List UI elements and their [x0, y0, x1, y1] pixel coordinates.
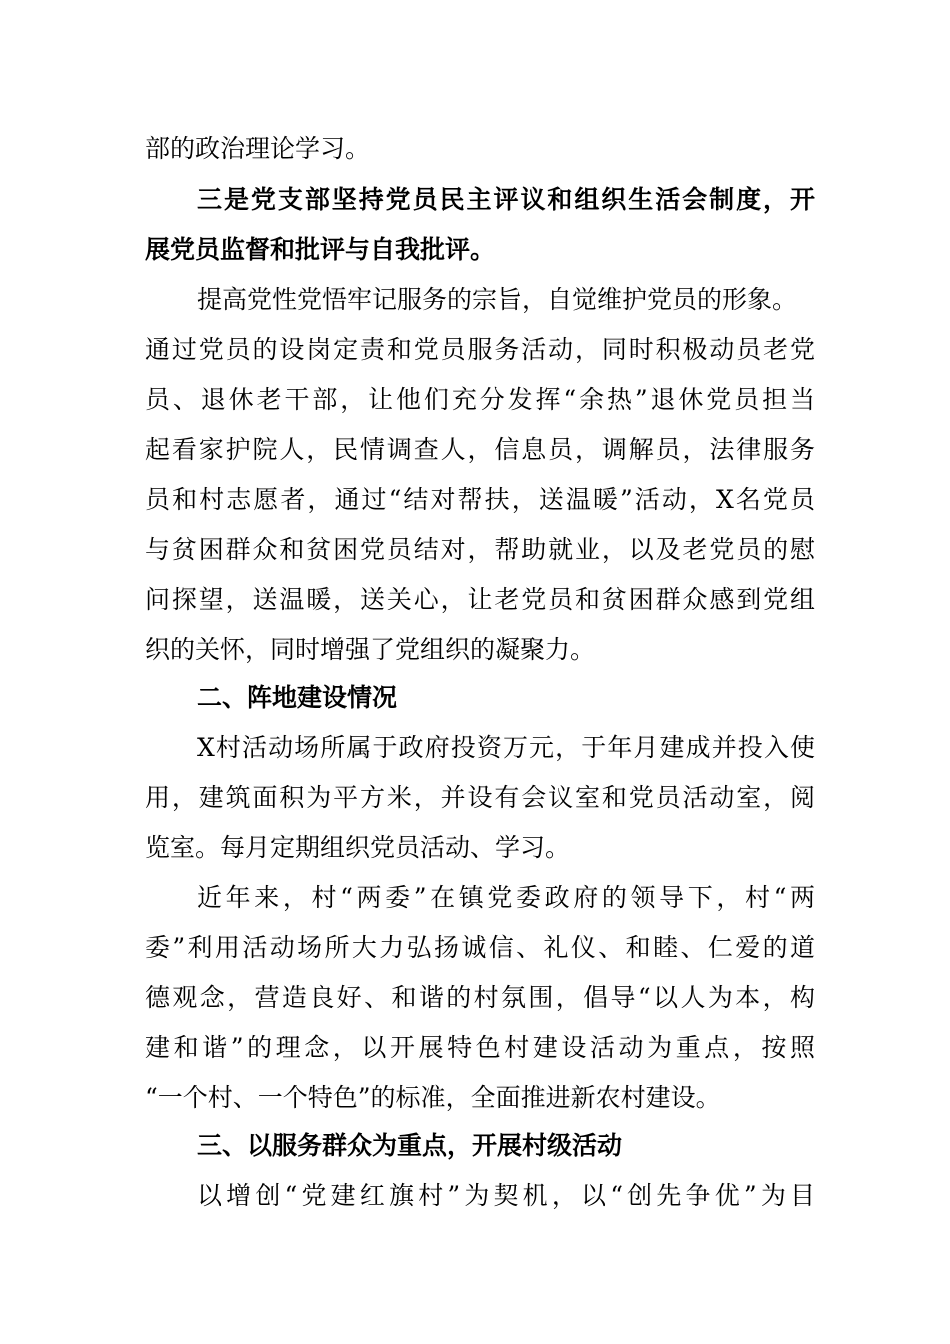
paragraph-line: 织的关怀，同时增强了党组织的凝聚力。 — [145, 635, 596, 664]
paragraph-line: 起看家护院人，民情调查人，信息员，调解员，法律服务 — [145, 435, 815, 464]
bold-paragraph-line: 三是党支部坚持党员民主评议和组织生活会制度，开 — [197, 185, 815, 214]
paragraph-line: 近年来，村“两委”在镇党委政府的领导下，村“两 — [197, 883, 815, 912]
paragraph-line: 提高党性党悟牢记服务的宗旨，自觉维护党员的形象。 — [197, 285, 798, 314]
paragraph-line: “一个村、一个特色”的标准，全面推进新农村建设。 — [145, 1083, 721, 1112]
paragraph-line: 与贫困群众和贫困党员结对，帮助就业，以及老党员的慰 — [145, 535, 815, 564]
paragraph-line: 以增创“党建红旗村”为契机，以“创先争优”为目 — [197, 1181, 815, 1210]
section-heading: 三、以服务群众为重点，开展村级活动 — [197, 1131, 623, 1160]
paragraph-line: 员、退休老干部，让他们充分发挥“余热”退休党员担当 — [145, 385, 815, 414]
paragraph-line: 用，建筑面积为平方米，并设有会议室和党员活动室，阅 — [145, 783, 815, 812]
paragraph-line: 委”利用活动场所大力弘扬诚信、礼仪、和睦、仁爱的道 — [145, 933, 815, 962]
bold-paragraph-line: 展党员监督和批评与自我批评。 — [145, 235, 496, 264]
paragraph-line: 部的政治理论学习。 — [145, 134, 371, 163]
paragraph-line: 览室。每月定期组织党员活动、学习。 — [145, 833, 571, 862]
paragraph-line: X村活动场所属于政府投资万元，于年月建成并投入使 — [197, 733, 815, 762]
paragraph-line: 德观念，营造良好、和谐的村氛围，倡导“以人为本，构 — [145, 983, 815, 1012]
paragraph-line: 通过党员的设岗定责和党员服务活动，同时积极动员老党 — [145, 335, 815, 364]
section-heading: 二、阵地建设情况 — [197, 683, 398, 712]
paragraph-line: 建和谐”的理念，以开展特色村建设活动为重点，按照 — [145, 1033, 815, 1062]
paragraph-line: 问探望，送温暖，送关心，让老党员和贫困群众感到党组 — [145, 585, 815, 614]
paragraph-line: 员和村志愿者，通过“结对帮扶，送温暖”活动，X名党员 — [145, 485, 815, 514]
